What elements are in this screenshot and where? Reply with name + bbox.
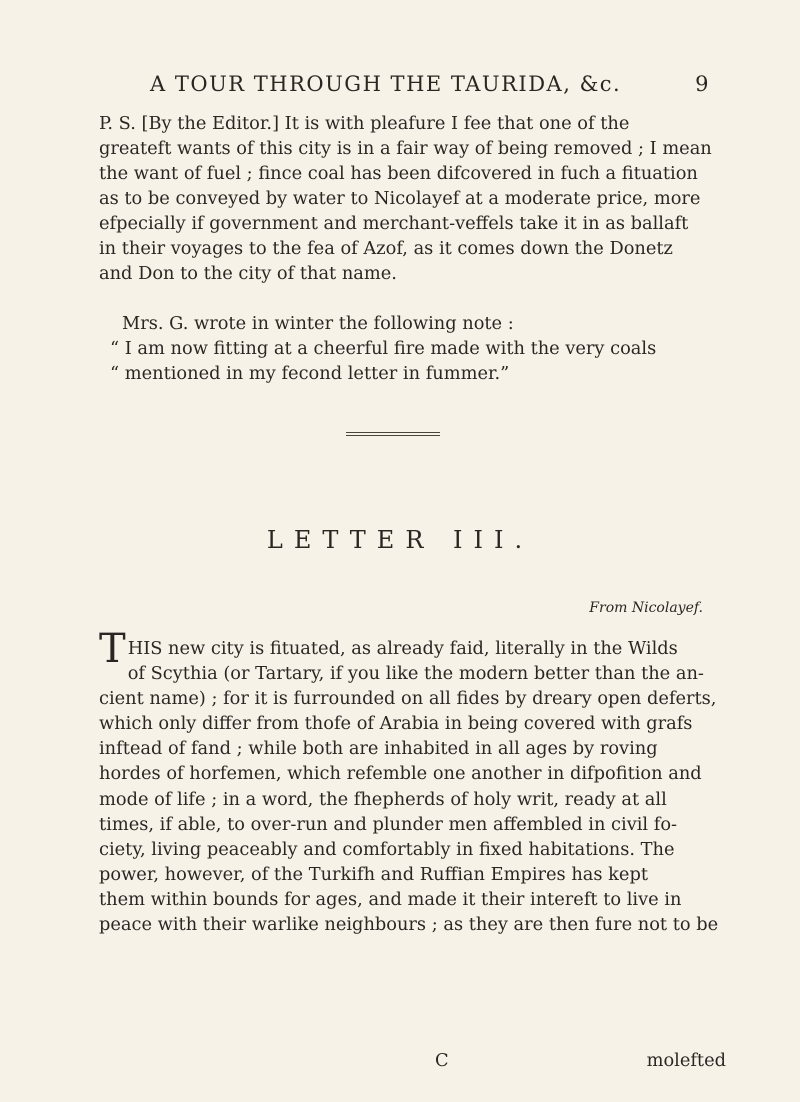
text-line: cient name) ; for it is furrounded on all fides by dreary open deferts, <box>99 688 717 710</box>
text-line: power, however, of the Turkifh and Ruffian Empires has kept <box>99 863 648 885</box>
text-line: them within bounds for ages, and made it their intereft to live in <box>99 888 682 910</box>
signature-mark: C <box>435 1050 449 1071</box>
text-line: efpecially if government and merchant-veffels take it in as ballaft <box>99 213 689 234</box>
text-line: mode of life ; in a word, the fhepherds of holy writ, ready at all <box>99 788 667 810</box>
letter-heading: LETTER III. <box>266 526 534 554</box>
letter-origin: From Nicolayef. <box>589 600 703 616</box>
text-line: the want of fuel ; fince coal has been difcovered in fuch a fituation <box>99 163 698 184</box>
quote-line: “ I am now fitting at a cheerful fire made with the very coals <box>110 338 657 359</box>
text-line: as to be conveyed by water to Nicolayef at a moderate price, more <box>99 188 701 209</box>
text-line: greateft wants of this city is in a fair way of being removed ; I mean <box>99 138 712 159</box>
text-line: of Scythia (or Tartary, if you like the modern better than the an- <box>127 663 704 685</box>
text-line: P. S. [By the Editor.] It is with pleafure I fee that one of the <box>99 113 630 134</box>
text-line: hordes of horfemen, which refemble one another in difpofition and <box>99 763 702 785</box>
note-intro: Mrs. G. wrote in winter the following note : <box>122 313 514 334</box>
letter-body <box>99 626 726 937</box>
text-line: ciety, living peaceably and comfortably in fixed habitations. The <box>99 838 675 860</box>
drop-cap: T <box>99 626 126 672</box>
text-line: which only differ from thofe of Arabia in being covered with grafs <box>99 713 693 735</box>
text-line: and Don to the city of that name. <box>99 263 397 284</box>
text-line: inftead of fand ; while both are inhabited in all ages by roving <box>99 738 658 760</box>
text-line: HIS new city is fituated, as already faid, literally in the Wilds <box>127 638 678 659</box>
running-header <box>150 72 710 102</box>
text-line: peace with their warlike neighbours ; as they are then fure not to be <box>99 914 719 936</box>
text-line: in their voyages to the fea of Azof, as it comes down the Donetz <box>99 238 673 259</box>
running-title: A TOUR THROUGH THE TAURIDA, &c. <box>150 72 622 96</box>
postscript-paragraph <box>99 111 726 286</box>
page-number: 9 <box>695 72 710 96</box>
note-quote <box>110 336 730 386</box>
catchword: molefted <box>646 1050 726 1071</box>
section-divider <box>346 432 440 440</box>
quote-line: “ mentioned in my fecond letter in fummer.” <box>110 363 510 384</box>
text-line: times, if able, to over-run and plunder men affembled in civil fo- <box>99 813 678 835</box>
